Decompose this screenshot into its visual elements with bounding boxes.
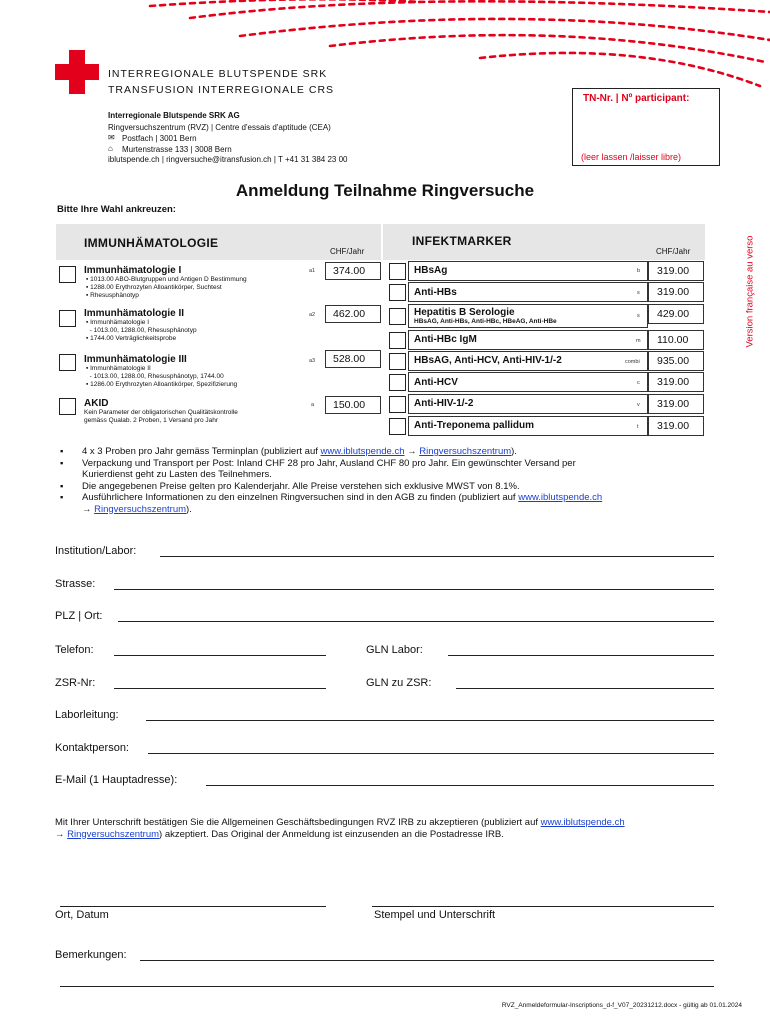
infekt-8-name: Anti-Treponema pallidum [414,420,535,431]
infekt-1-code: b [637,268,641,274]
immuno-3-name: Immunhämatologie III [84,354,187,365]
signature-field[interactable] [372,906,714,907]
infekt-6-checkbox[interactable] [389,374,406,391]
zsr-label: ZSR-Nr: [55,677,96,689]
infekt-6-name: Anti-HCV [414,377,458,388]
address-line-2: Postfach | 3001 Bern [122,134,197,143]
bemerkungen-label: Bemerkungen: [55,949,127,961]
infekt-2-checkbox[interactable] [389,284,406,301]
gln-zsr-field[interactable] [456,688,714,689]
gln-labor-field[interactable] [448,655,714,656]
infekt-8-checkbox[interactable] [389,418,406,435]
laborleitung-field[interactable] [146,720,714,721]
institution-label: Institution/Labor: [55,545,137,557]
immuno-1-checkbox[interactable] [59,266,76,283]
immuno-2-sub-3: ▪ 1744.00 Verträglichkeitsprobe [86,335,177,342]
immuno-2-sub-1: ▪ Immunhämatologie I [86,319,150,326]
form-title: Anmeldung Teilnahme Ringversuche [235,181,535,200]
gln-labor-label: GLN Labor: [366,644,423,656]
bullet-3-text: Die angegebenen Preise gelten pro Kalenderjahr. Alle Preise verstehen sich exklusive MWST von 8.1%. [82,480,520,492]
infekt-2-code: s [637,290,640,296]
link-ringversuchszentrum-2[interactable]: Ringversuchszentrum [94,503,187,515]
address-line-4: iblutspende.ch | ringversuche@itransfusion.ch | T +41 31 384 23 00 [108,155,348,164]
bullet-2-text-a: Verpackung und Transport per Post: Inland CHF 28 pro Jahr, Ausland CHF 80 pro Jahr. Ein gewünschter Versand per [82,457,576,469]
kontakt-label: Kontaktperson: [55,742,129,754]
agb-arrow-icon: → [55,828,68,840]
infekt-7-name: Anti-HIV-1/-2 [414,398,474,409]
infekt-2-price: 319.00 [657,286,690,298]
immuno-1-sub-3: ▪ Rhesusphänotyp [86,292,139,299]
link-iblutspende-2[interactable]: www.iblutspende.ch [518,492,603,503]
link-ringversuchszentrum-1[interactable]: Ringversuchszentrum [419,446,512,457]
gln-zsr-label: GLN zu ZSR: [366,677,432,689]
telefon-field[interactable] [114,655,326,656]
immuno-3-code: a3 [309,358,316,364]
footer: RVZ_Anmeldeformular-Inscriptions_d-f_V07_20231212.docx - gültig ab 01.01.2024 [501,1002,742,1009]
plz-field[interactable] [118,621,714,622]
plz-label: PLZ | Ort: [55,610,103,622]
infekt-7-checkbox[interactable] [389,396,406,413]
infekt-5-name: HBsAG, Anti-HCV, Anti-HIV-1/-2 [414,355,562,366]
arrow-icon-2: → [82,503,95,515]
infekt-col-header: CHF/Jahr [656,247,691,256]
zsr-field[interactable] [114,688,326,689]
immuno-1-name: Immunhämatologie I [84,265,182,276]
org-name-de: INTERREGIONALE BLUTSPENDE SRK [108,68,328,80]
bullet-1-text: 4 x 3 Proben pro Jahr gemäss Terminplan (publiziert auf [82,446,321,457]
infekt-1-name: HBsAg [414,265,448,276]
immuno-1-sub-2: ▪ 1288.00 Erythrozyten Alloantikörper, Suchtest [86,284,222,291]
agb-text-2: ) akzeptiert. Das Original der Anmeldung ist einzusenden an die Postadresse IRB. [159,828,504,840]
infekt-3-name: Hepatitis B Serologie [414,307,515,318]
tn-note: (leer lassen /laisser libre) [581,152,682,162]
infekt-6-price: 319.00 [657,376,690,388]
arrow-icon: → [404,446,420,457]
instruction: Bitte Ihre Wahl ankreuzen: [57,204,176,215]
side-note: Version française au verso [744,235,756,348]
bullet-4-end: ). [186,503,192,515]
ort-datum-label: Ort, Datum [55,909,109,921]
infekt-4-code: m [636,338,641,344]
strasse-field[interactable] [114,589,714,590]
immuno-3-sub-3: ▪ 1286.00 Erythrozyten Alloantikörper, Spezifizierung [86,381,238,388]
infekt-5-code: combi [625,359,640,365]
immuno-1-sub-1: ▪ 1013.00 ABO-Blutgruppen und Antigen D Bestimmung [86,276,247,283]
telefon-label: Telefon: [55,644,94,656]
infekt-heading: INFEKTMARKER [412,234,512,248]
immuno-4-code: a [311,402,315,408]
bemerkungen-field-2[interactable] [60,986,714,987]
bullet-3: ▪ Die angegebenen Preise gelten pro Kalenderjahr. Alle Preise verstehen sich exklusive MWST von 8.1%. [60,480,520,492]
immuno-2-name: Immunhämatologie II [84,308,185,319]
company-name: Interregionale Blutspende SRK AG [108,111,240,120]
infekt-4-price: 110.00 [657,334,689,346]
institution-field[interactable] [160,556,714,557]
infekt-3-sub: HBsAG, Anti-HBs, Anti-HBc, HBeAG, Anti-HBe [414,318,557,325]
participant-number-box[interactable] [572,88,720,166]
email-field[interactable] [206,785,714,786]
infekt-6-code: c [637,380,640,386]
bullet-4-text: Ausführlichere Informationen zu den einzelnen Ringversuchen sind in den AGB zu finden (publiziert auf [82,492,519,503]
email-label: E-Mail (1 Hauptadresse): [55,774,178,786]
bullet-4: ▪ Ausführlichere Informationen zu den einzelnen Ringversuchen sind in den AGB zu finden (publiziert auf www.iblutspende.ch → Ringversuchszentrum). [60,492,603,515]
agb-text-1: Mit Ihrer Unterschrift bestätigen Sie die Allgemeinen Geschäftsbedingungen RVZ IRB zu akzeptieren (publiziert auf [55,817,541,828]
immuno-heading: IMMUNHÄMATOLOGIE [84,236,219,250]
bemerkungen-field-1[interactable] [140,960,714,961]
info-bullets [60,446,720,515]
bullet-1-end: ). [511,446,517,457]
infekt-2-name: Anti-HBs [414,287,457,298]
stempel-label: Stempel und Unterschrift [374,909,496,921]
agb-link-ringversuchszentrum[interactable]: Ringversuchszentrum [67,828,160,840]
immuno-2-price: 462.00 [333,308,366,320]
tn-title: TN-Nr. | Nº participant: [583,93,690,104]
infekt-7-code: v [637,402,640,408]
ort-datum-field[interactable] [60,906,326,907]
immuno-col-header: CHF/Jahr [330,247,365,256]
immuno-3-price: 528.00 [333,353,366,365]
org-name-fr: TRANSFUSION INTERREGIONALE CRS [108,84,335,96]
infekt-7-price: 319.00 [657,398,690,410]
immuno-3-checkbox[interactable] [59,354,76,371]
infekt-1-price: 319.00 [657,265,690,277]
infekt-4-checkbox[interactable] [389,332,406,349]
building-icon: ⌂ [108,144,113,153]
strasse-label: Strasse: [55,578,96,590]
immuno-4-sub-2: gemäss Qualab. 2 Proben, 1 Versand pro Jahr [84,417,219,424]
infekt-3-code: s [637,313,640,319]
immuno-1-price: 374.00 [333,265,366,277]
bullet-2: ▪ Verpackung und Transport per Post: Inland CHF 28 pro Jahr, Ausland CHF 80 pro Jahr. Ein gewünschter Versand per Kurierdienst geht zu Lasten des Teilnehmers. [60,458,720,481]
agb-text [55,817,735,840]
infekt-1-checkbox[interactable] [389,263,406,280]
immuno-4-name: AKID [84,398,109,409]
infekt-4-name: Anti-HBc IgM [414,334,477,345]
immuno-4-sub-1: Kein Parameter der obligatorischen Qualitätskontrolle [84,409,238,416]
link-iblutspende-1[interactable]: www.iblutspende.ch [320,446,405,457]
infekt-3-checkbox[interactable] [389,308,406,325]
bullet-1: ▪ 4 x 3 Proben pro Jahr gemäss Terminplan (publiziert auf www.iblutspende.ch → Ringversuchszentrum). [60,446,517,457]
address-line-3: Murtenstrasse 133 | 3008 Bern [122,145,232,154]
immuno-2-code: a2 [309,312,316,318]
immuno-3-sub-1: ▪ Immunhämatologie II [86,365,151,372]
kontakt-field[interactable] [148,753,714,754]
red-cross-logo [55,50,99,94]
bullet-2-text-b: Kurierdienst geht zu Lasten des Teilnehmers. [82,469,272,480]
laborleitung-label: Laborleitung: [55,709,119,721]
infekt-3-price: 429.00 [657,308,690,320]
immuno-1-code: a1 [309,268,316,274]
infekt-5-price: 935.00 [657,355,690,367]
mail-icon: ✉ [108,133,115,142]
immuno-4-checkbox[interactable] [59,398,76,415]
address-line-1: Ringversuchszentrum (RVZ) | Centre d'essais d'aptitude (CEA) [108,123,331,132]
infekt-8-code: t [637,424,639,430]
infekt-8-price: 319.00 [657,420,690,432]
immuno-2-checkbox[interactable] [59,310,76,327]
agb-link-iblutspende[interactable]: www.iblutspende.ch [540,817,625,828]
immuno-3-sub-2: - 1013.00, 1288.00, Rhesusphänotyp, 1744.00 [86,373,224,380]
immuno-2-sub-2: - 1013.00, 1288.00, Rhesusphänotyp [86,327,197,334]
infekt-5-checkbox[interactable] [389,353,406,370]
immuno-4-price: 150.00 [333,399,366,411]
